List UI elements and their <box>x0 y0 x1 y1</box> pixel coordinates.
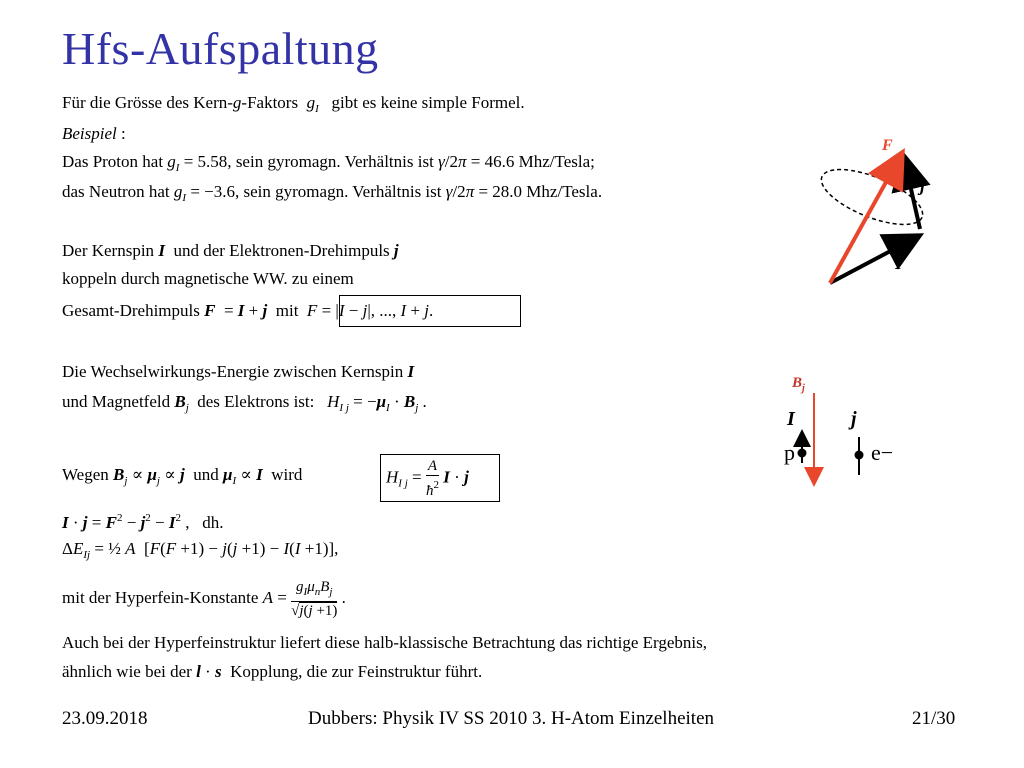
line-beispiel: Beispiel : <box>62 124 126 143</box>
footer-page-number: 21/30 <box>912 708 956 729</box>
proton-dot <box>798 449 807 458</box>
line-kernspin: Der Kernspin I und der Elektronen-Drehimpuls j <box>62 241 399 260</box>
label-I: I <box>895 253 903 273</box>
label-Bj: $B_j$ <box>792 375 805 394</box>
label-spin-j: j <box>851 408 857 430</box>
line-kern-g-faktor: Für die Grösse des Kern-g-Faktors $g_I$ gibt es keine simple Formel. <box>62 93 525 115</box>
label-j: j <box>920 175 926 195</box>
label-F: F <box>882 137 893 154</box>
label-proton: p <box>784 440 795 465</box>
line-ij-product: $I \cdot j = F^2 - j^2 - I^2$ , dh. <box>62 512 224 532</box>
spin-field-diagram <box>775 365 925 495</box>
footer-date: 23.09.2018 <box>62 708 148 729</box>
line-hfs-constant: mit der Hyperfein-Konstante A = $\frac{g_I\mu_nB_j}{√j(j +1)}$ . <box>62 579 346 619</box>
line-neutron: das Neutron hat $g_I = -3.6$, sein gyromagn. Verhältnis ist γ/2π = 28.0 Mhz/Tesla. <box>62 182 603 204</box>
line-proton: Das Proton hat $g_I = 5.58$, sein gyromagn. Verhältnis ist γ/2π = 46.6 Mhz/Tesla; <box>62 152 595 174</box>
slide-title: Hfs-Aufspaltung <box>62 23 379 74</box>
line-feinstruktur: ähnlich wie bei der l · s Kopplung, die zur Feinstruktur führt. <box>62 662 483 681</box>
footer-course: Dubbers: Physik IV SS 2010 3. H-Atom Einzelheiten <box>308 708 715 729</box>
line-delta-e: $\Delta E_{Ij}$ = ½ A [F(F +1) − j(j +1) − I(I +1)], <box>62 539 339 561</box>
vector-j <box>904 158 920 229</box>
vector-coupling-diagram <box>800 125 960 300</box>
formula-hamiltonian: $H_{I j}$ = $\frac{A}{ħ^2}$ I · j <box>386 458 469 499</box>
line-magnetfeld: und Magnetfeld $B_j$ des Elektrons ist: $H_{I j} = -\mu_I \cdot B_j$ . <box>62 392 427 414</box>
line-hyperfeinstruktur: Auch bei der Hyperfeinstruktur liefert diese halb-klassische Betrachtung das richtige Ergebnis, <box>62 633 708 652</box>
line-koppeln: koppeln durch magnetische WW. zu einem <box>62 269 354 288</box>
label-electron: e− <box>871 440 894 465</box>
fraction-hfs-constant: $\frac{g_I\mu_nB_j}{√j(j +1)}$ <box>291 579 338 619</box>
line-gesamt-drehimpuls: Gesamt-Drehimpuls F = I + j mit F = |I − j|, ..., I + j. <box>62 301 434 320</box>
fraction-a-hbar: $\frac{A}{ħ^2}$ <box>425 458 439 499</box>
formula-box-f-range <box>339 295 521 327</box>
line-wechselwirkung: Die Wechselwirkungs-Energie zwischen Kernspin I <box>62 362 415 381</box>
line-wegen: Wegen $B_j \propto \mu_j \propto j$ und $\mu_I \propto I$ wird <box>62 465 303 487</box>
electron-dot <box>855 451 864 460</box>
label-spin-I: I <box>787 408 795 430</box>
